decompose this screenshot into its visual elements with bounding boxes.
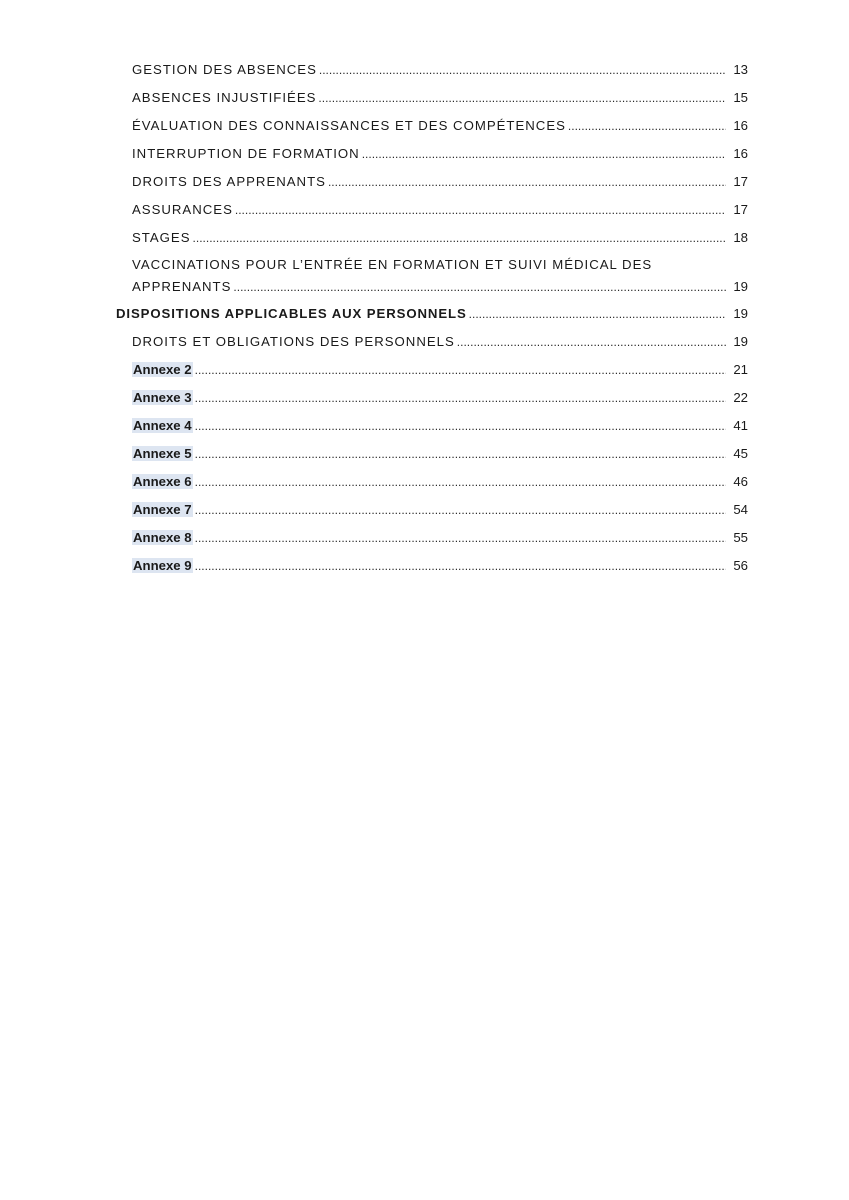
toc-entry-evaluation[interactable] bbox=[0, 112, 849, 140]
toc-annex-label: Annexe 7 bbox=[133, 502, 192, 517]
toc-page-number: 22 bbox=[733, 390, 748, 405]
toc-dot-leader bbox=[318, 84, 726, 112]
toc-entry-title: INTERRUPTION DE FORMATION bbox=[132, 146, 360, 161]
toc-entry-title bbox=[132, 384, 193, 412]
toc-entry-title bbox=[132, 552, 193, 580]
toc-entry-title: APPRENANTS bbox=[132, 279, 232, 294]
toc-page-number: 17 bbox=[733, 202, 748, 217]
toc-dot-leader bbox=[195, 524, 726, 552]
toc-entry-title bbox=[132, 524, 193, 552]
toc-entry-title: DROITS ET OBLIGATIONS DES PERSONNELS bbox=[132, 334, 455, 349]
toc-dot-leader bbox=[195, 552, 726, 580]
toc-page-number: 19 bbox=[733, 279, 748, 294]
toc-entry-annexe-6[interactable] bbox=[0, 468, 849, 496]
toc-dot-leader bbox=[195, 412, 726, 440]
toc-entry-title: ÉVALUATION DES CONNAISSANCES ET DES COMPÉTENCES bbox=[132, 118, 566, 133]
toc-dot-leader bbox=[233, 278, 726, 296]
toc-entry-title bbox=[132, 356, 193, 384]
toc-annex-label: Annexe 4 bbox=[133, 418, 192, 433]
toc-entry-title: ASSURANCES bbox=[132, 202, 233, 217]
toc-entry-title: DISPOSITIONS APPLICABLES AUX PERSONNELS bbox=[116, 306, 467, 321]
toc-dot-leader bbox=[195, 440, 726, 468]
toc-entry-vaccinations-line1[interactable] bbox=[0, 252, 849, 278]
toc-page-number: 41 bbox=[733, 418, 748, 433]
toc-entry-annexe-3[interactable] bbox=[0, 384, 849, 412]
toc-annex-label: Annexe 9 bbox=[133, 558, 192, 573]
toc-entry-annexe-8[interactable] bbox=[0, 524, 849, 552]
toc-entry-title: VACCINATIONS POUR L’ENTRÉE EN FORMATION ET SUIVI MÉDICAL DES bbox=[132, 257, 653, 272]
toc-entry-title: DROITS DES APPRENANTS bbox=[132, 174, 326, 189]
toc-page-number: 16 bbox=[733, 146, 748, 161]
toc-annex-label: Annexe 2 bbox=[133, 362, 192, 377]
toc-page-number: 55 bbox=[733, 530, 748, 545]
toc-entry-title bbox=[132, 440, 193, 468]
toc-entry-droits-obligations-personnels[interactable] bbox=[0, 328, 849, 356]
toc-dot-leader bbox=[195, 496, 726, 524]
toc-dot-leader bbox=[469, 300, 726, 328]
toc-entry-gestion-des-absences[interactable] bbox=[0, 56, 849, 84]
toc-page-number: 19 bbox=[733, 306, 748, 321]
toc-annex-label: Annexe 6 bbox=[133, 474, 192, 489]
toc-entry-interruption-de-formation[interactable] bbox=[0, 140, 849, 168]
toc-dot-leader bbox=[195, 384, 726, 412]
toc-dot-leader bbox=[195, 468, 726, 496]
toc-entry-title: STAGES bbox=[132, 230, 191, 245]
toc-entry-title: GESTION DES ABSENCES bbox=[132, 62, 317, 77]
toc-page-number: 19 bbox=[733, 334, 748, 349]
toc-page-number: 45 bbox=[733, 446, 748, 461]
toc-annex-label: Annexe 5 bbox=[133, 446, 192, 461]
toc-entry-dispositions-personnels[interactable] bbox=[0, 300, 849, 328]
toc-entry-title: ABSENCES INJUSTIFIÉES bbox=[132, 90, 317, 105]
toc-page-number: 54 bbox=[733, 502, 748, 517]
toc-annex-label: Annexe 3 bbox=[133, 390, 192, 405]
toc-annex-label: Annexe 8 bbox=[133, 530, 192, 545]
toc-page-number: 15 bbox=[733, 90, 748, 105]
toc-page-number: 21 bbox=[733, 362, 748, 377]
toc-dot-leader bbox=[457, 328, 726, 356]
toc-entry-vaccinations-line2[interactable] bbox=[0, 278, 849, 300]
toc-entry-stages[interactable] bbox=[0, 224, 849, 252]
toc-dot-leader bbox=[195, 356, 726, 384]
toc-entry-title bbox=[132, 468, 193, 496]
toc-page-number: 16 bbox=[733, 118, 748, 133]
toc-entry-annexe-9[interactable] bbox=[0, 552, 849, 580]
toc-entry-annexe-5[interactable] bbox=[0, 440, 849, 468]
toc-page-number: 56 bbox=[733, 558, 748, 573]
toc-dot-leader bbox=[568, 112, 726, 140]
toc-dot-leader bbox=[319, 56, 726, 84]
toc-entry-annexe-4[interactable] bbox=[0, 412, 849, 440]
toc-dot-leader bbox=[235, 196, 726, 224]
toc-page-number: 13 bbox=[733, 62, 748, 77]
toc-entry-annexe-7[interactable] bbox=[0, 496, 849, 524]
toc-page-number: 17 bbox=[733, 174, 748, 189]
toc-dot-leader bbox=[193, 224, 726, 252]
toc-entry-absences-injustifiees[interactable] bbox=[0, 84, 849, 112]
toc-entry-droits-des-apprenants[interactable] bbox=[0, 168, 849, 196]
toc-entry-annexe-2[interactable] bbox=[0, 356, 849, 384]
toc-dot-leader bbox=[362, 140, 726, 168]
table-of-contents bbox=[0, 56, 849, 580]
toc-entry-title bbox=[132, 496, 193, 524]
toc-dot-leader bbox=[328, 168, 726, 196]
toc-page-number: 18 bbox=[733, 230, 748, 245]
toc-entry-assurances[interactable] bbox=[0, 196, 849, 224]
toc-page-number: 46 bbox=[733, 474, 748, 489]
toc-entry-title bbox=[132, 412, 193, 440]
